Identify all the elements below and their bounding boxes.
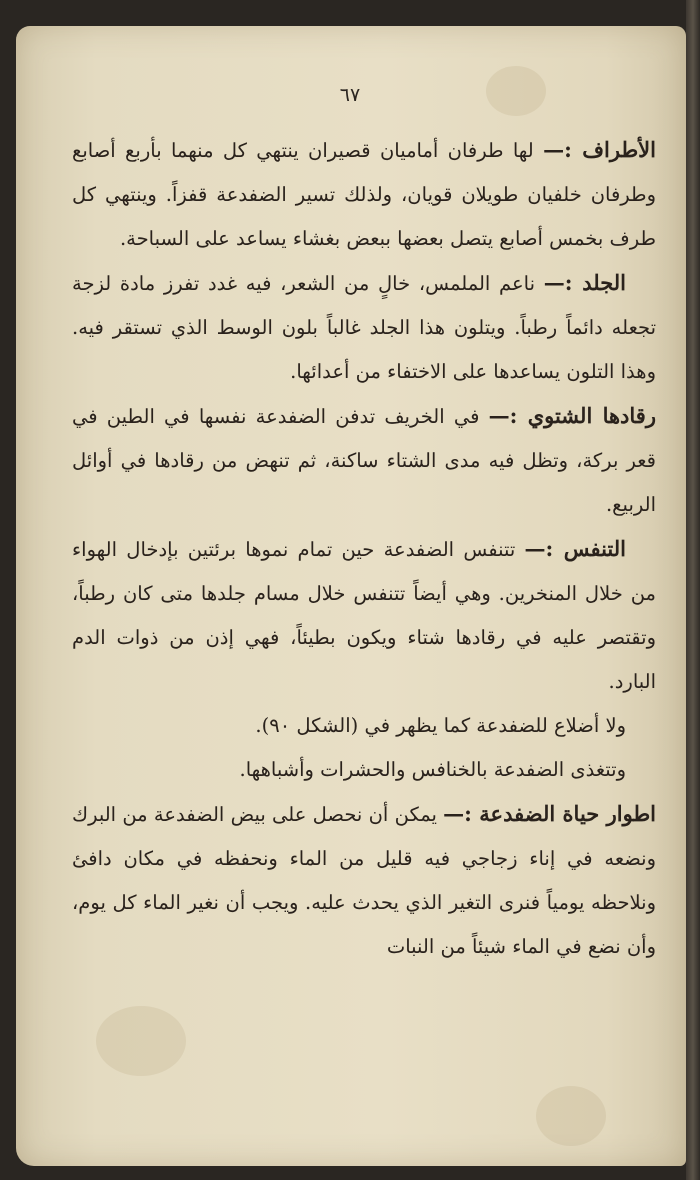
page-number: ٦٧	[339, 84, 361, 106]
paragraph-skin	[72, 261, 656, 394]
paragraph-text: تتنفس الضفدعة حين تمام نموها برئتين بإدخال الهواء من خلال المنخرين. وهي أيضاً تتنفس خلال مسام جلدها متى كان رطباً، وتقتصر عليه في رقادها شتاء ويكون بطيئاً، فهي إذن من ذوات الدم البارد.	[72, 538, 656, 693]
paper-stain	[96, 1006, 186, 1076]
paper-stain	[536, 1086, 606, 1146]
section-heading-limbs: الأطراف :—	[543, 137, 656, 162]
book-gutter	[686, 0, 700, 1180]
paragraph-text: وتتغذى الضفدعة بالخنافس والحشرات وأشباهها.	[239, 758, 626, 781]
paragraph-diet	[72, 748, 656, 792]
section-heading-skin: الجلد :—	[543, 270, 626, 295]
section-heading-life-stages: اطوار حياة الضفدعة :—	[443, 801, 657, 826]
paragraph-respiration	[72, 527, 656, 704]
paragraph-text: يمكن أن نحصل على بيض الضفدعة من البرك ونضعه في إناء زجاجي فيه قليل من الماء ونحفظه في مكان دافئ ونلاحظه يومياً فنرى التغير الذي يحدث عليه. ويجب أن نغير الماء كل يوم، وأن نضع في الماء شيئاً من النبات	[72, 803, 656, 958]
paragraph-text: لها طرفان أماميان قصيران ينتهي كل منهما بأربع أصابع وطرفان خلفيان طويلان قويان، ولذلك تسير الضفدعة قفزاً. وينتهي كل طرف بخمس أصابع يتصل بعضها ببعض بغشاء يساعد على السباحة.	[72, 139, 656, 250]
paragraph-text: في الخريف تدفن الضفدعة نفسها في الطين في قعر بركة، وتظل فيه مدى الشتاء ساكنة، ثم تنهض من رقادها في أوائل الربيع.	[72, 405, 656, 516]
paragraph-text: ناعم الملمس، خالٍ من الشعر، فيه غدد تفرز مادة لزجة تجعله دائماً رطباً. ويتلون هذا الجلد غالباً بلون الوسط الذي تستقر فيه. وهذا التلون يساعدها على الاختفاء من أعدائها.	[72, 272, 656, 383]
paragraph-text: ولا أضلاع للضفدعة كما يظهر في (الشكل ٩٠).	[255, 714, 626, 737]
page-body	[72, 128, 656, 969]
section-heading-respiration: التنفس :—	[524, 536, 626, 561]
paragraph-hibernation	[72, 394, 656, 527]
paragraph-limbs	[72, 128, 656, 261]
paragraph-ribs	[72, 704, 656, 748]
paragraph-life-stages	[72, 792, 656, 969]
section-heading-hibernation: رقادها الشتوي :—	[488, 403, 656, 428]
